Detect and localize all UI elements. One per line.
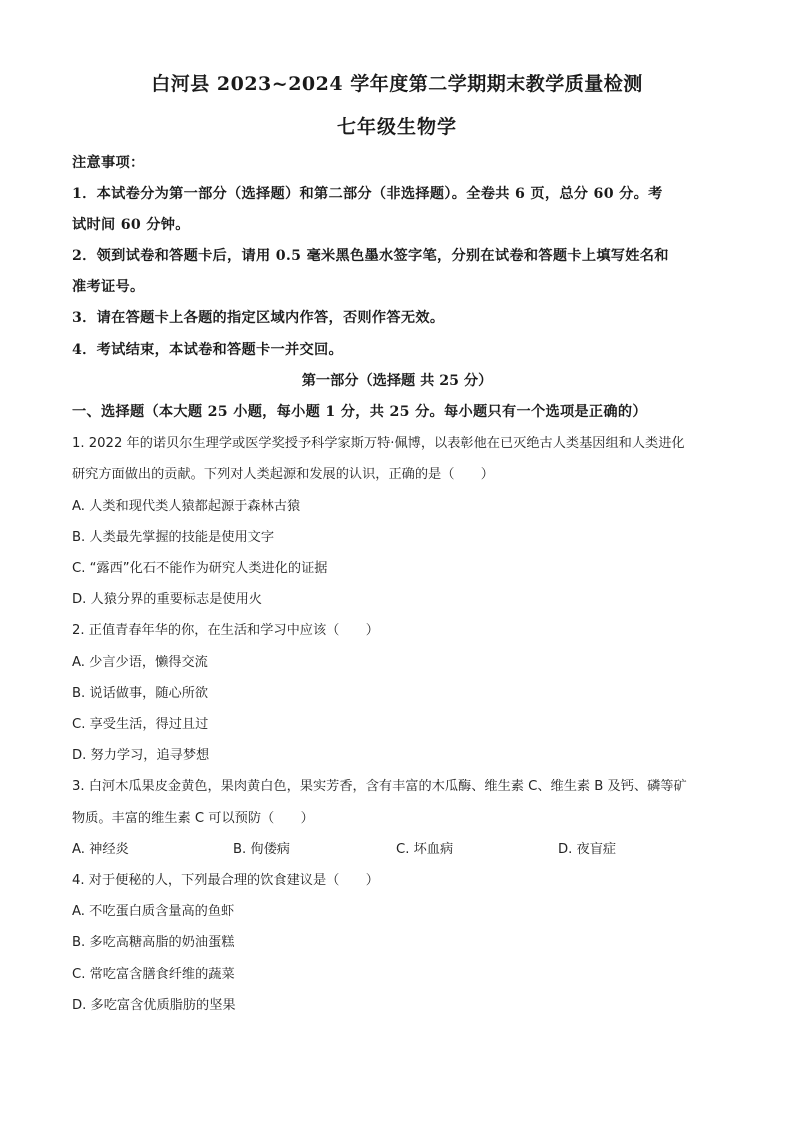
answer-option: A. 人类和现代类人猿都起源于森林古猿 bbox=[72, 499, 301, 514]
answer-option: B. 说话做事，随心所欲 bbox=[72, 686, 209, 701]
answer-option: C. 享受生活，得过且过 bbox=[72, 717, 209, 732]
answer-option: C. “露西”化石不能作为研究人类进化的证据 bbox=[72, 561, 328, 576]
part-title: 第一部分（选择题 共 25 分） bbox=[301, 373, 493, 389]
note-line: 1．本试卷分为第一部分（选择题）和第二部分（非选择题）。全卷共 6 页，总分 60 分。考 bbox=[72, 186, 663, 202]
section-heading: 一、选择题（本大题 25 小题，每小题 1 分，共 25 分。每小题只有一个选项是正确的） bbox=[72, 404, 647, 420]
exam-subtitle: 七年级生物学 bbox=[336, 116, 457, 138]
exam-title: 白河县 2023~2024 学年度第二学期期末教学质量检测 bbox=[151, 73, 643, 95]
answer-option: A. 神经炎 bbox=[72, 842, 129, 857]
answer-option: A. 不吃蛋白质含量高的鱼虾 bbox=[72, 904, 235, 919]
note-line: 准考证号。 bbox=[72, 279, 145, 295]
question-text: 4. 对于便秘的人，下列最合理的饮食建议是（ ） bbox=[72, 873, 379, 888]
answer-option: A. 少言少语，懒得交流 bbox=[72, 655, 208, 670]
question-text: 研究方面做出的贡献。下列对人类起源和发展的认识，正确的是（ ） bbox=[72, 467, 494, 482]
note-line: 3．请在答题卡上各题的指定区域内作答，否则作答无效。 bbox=[72, 310, 445, 326]
answer-option: D. 多吃富含优质脂肪的坚果 bbox=[72, 998, 236, 1013]
answer-option: C. 坏血病 bbox=[396, 842, 454, 857]
notes-heading: 注意事项： bbox=[72, 155, 145, 171]
answer-option: B. 多吃高糖高脂的奶油蛋糕 bbox=[72, 935, 235, 950]
answer-option: D. 努力学习，追寻梦想 bbox=[72, 748, 210, 763]
note-line: 2．领到试卷和答题卡后，请用 0.5 毫米黑色墨水签字笔，分别在试卷和答题卡上填写姓名和 bbox=[72, 248, 669, 264]
note-line: 试时间 60 分钟。 bbox=[72, 217, 190, 233]
answer-option: B. 佝偻病 bbox=[233, 842, 290, 857]
note-line: 4．考试结束，本试卷和答题卡一并交回。 bbox=[72, 342, 343, 358]
question-text: 2. 正值青春年华的你，在生活和学习中应该（ ） bbox=[72, 623, 379, 638]
answer-option: B. 人类最先掌握的技能是使用文字 bbox=[72, 530, 275, 545]
question-text: 1. 2022 年的诺贝尔生理学或医学奖授予科学家斯万特·佩博，以表彰他在已灭绝古人类基因组和人类进化 bbox=[72, 436, 685, 451]
answer-option: D. 夜盲症 bbox=[558, 842, 617, 857]
answer-option: C. 常吃富含膳食纤维的蔬菜 bbox=[72, 967, 235, 982]
question-text: 物质。丰富的维生素 C 可以预防（ ） bbox=[72, 811, 314, 826]
answer-option: D. 人猿分界的重要标志是使用火 bbox=[72, 592, 262, 607]
question-text: 3. 白河木瓜果皮金黄色，果肉黄白色，果实芳香，含有丰富的木瓜酶、维生素 C、维生素 B 及钙、磷等矿 bbox=[72, 779, 687, 794]
